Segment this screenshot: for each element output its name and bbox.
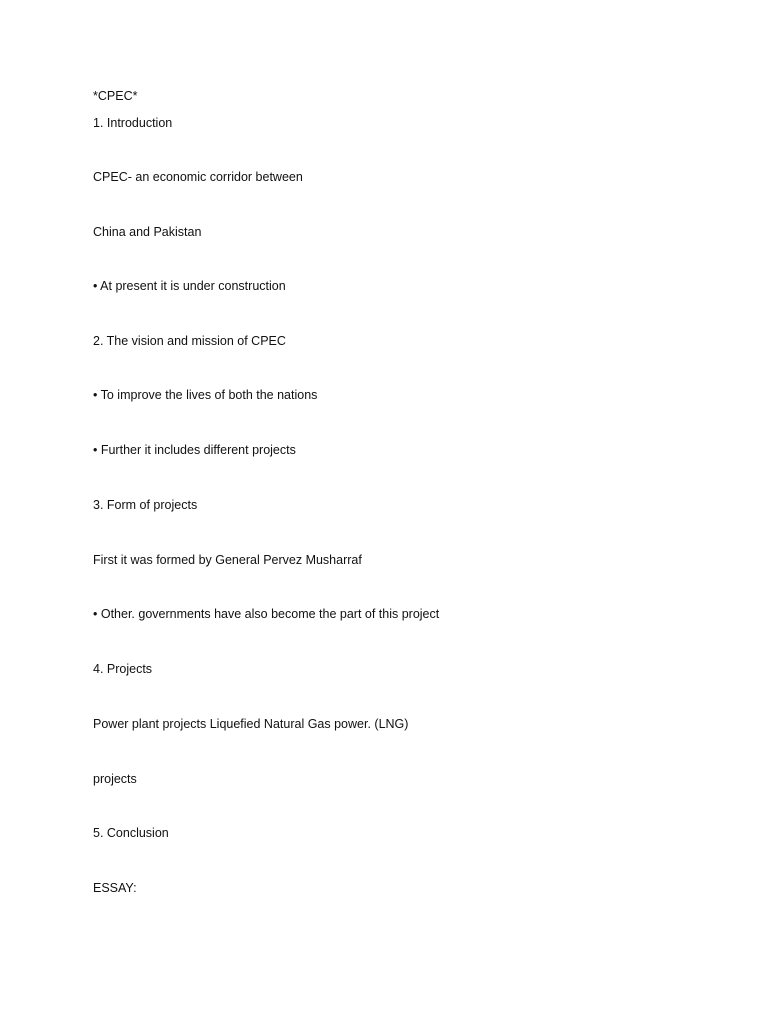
section-heading-introduction: 1. Introduction <box>93 116 173 130</box>
section-heading-conclusion: 5. Conclusion <box>93 826 169 840</box>
bullet-item: • To improve the lives of both the nations <box>93 388 318 402</box>
paragraph-line: CPEC- an economic corridor between <box>93 170 303 184</box>
document-title: *CPEC* <box>93 89 138 103</box>
bullet-item: • At present it is under construction <box>93 279 286 293</box>
section-heading-form: 3. Form of projects <box>93 498 198 512</box>
paragraph-line: First it was formed by General Pervez Musharraf <box>93 553 362 567</box>
bullet-item: • Other. governments have also become the part of this project <box>93 607 440 621</box>
paragraph-line: China and Pakistan <box>93 225 202 239</box>
paragraph-line: Power plant projects Liquefied Natural Gas power. (LNG) <box>93 717 409 731</box>
paragraph-line: projects <box>93 772 137 786</box>
essay-heading: ESSAY: <box>93 881 137 895</box>
section-heading-vision: 2. The vision and mission of CPEC <box>93 334 286 348</box>
section-heading-projects: 4. Projects <box>93 662 153 676</box>
bullet-item: • Further it includes different projects <box>93 443 296 457</box>
